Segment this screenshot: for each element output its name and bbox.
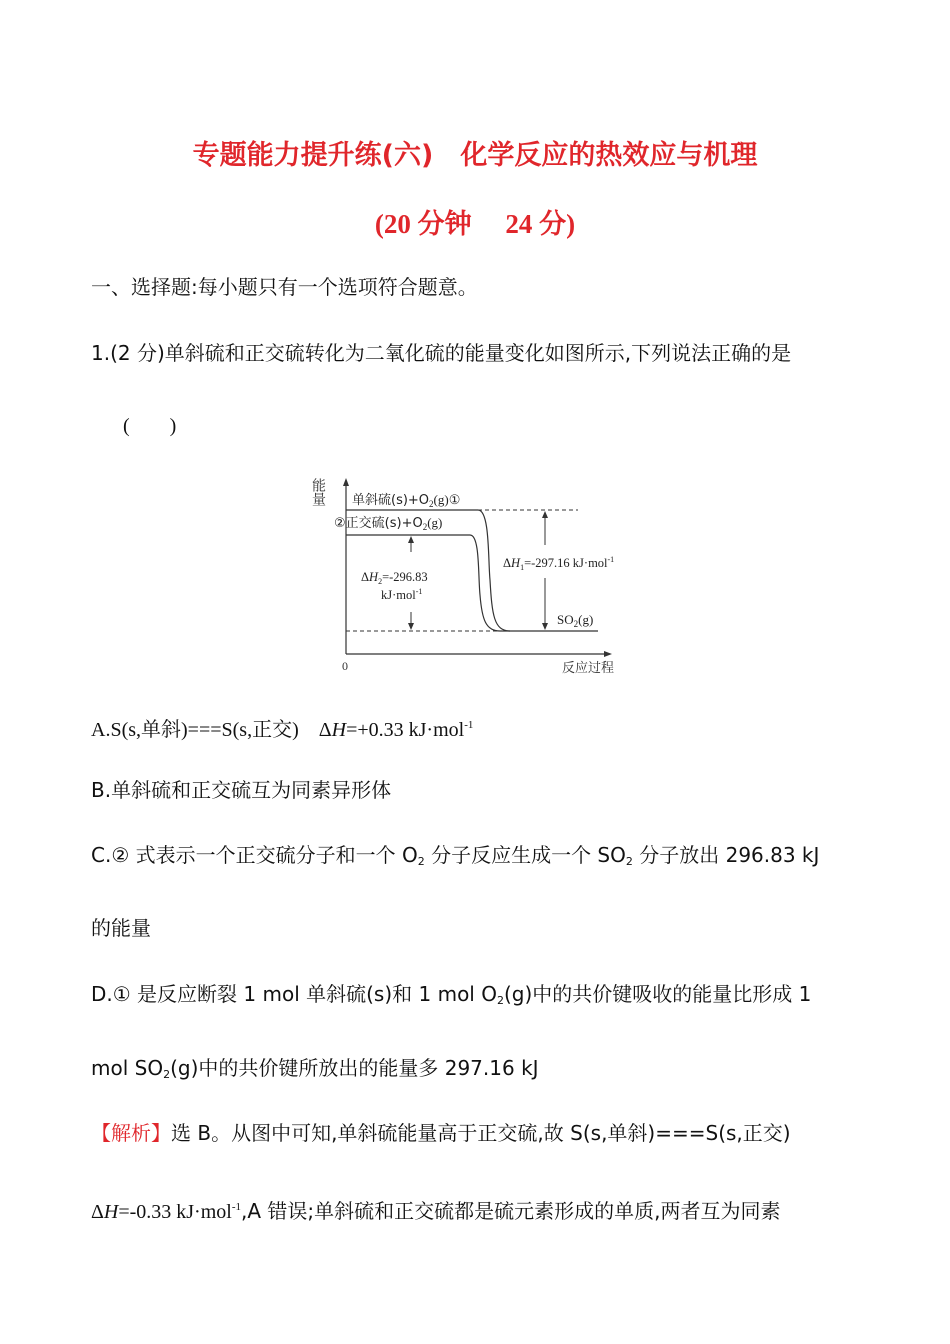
page-subtitle: (20 分钟 24 分) (374, 209, 576, 239)
label-monoclinic: 单斜硫$(s)+O_2(g)①$ (352, 492, 461, 509)
analysis-tag: 【解析】 (91, 1121, 171, 1145)
answer-bracket: ( ) (123, 415, 177, 437)
analysis-line1: 【解析】选 B。从图中可知,单斜硫能量高于正交硫,故 S(s,单斜)===S(s,正交) (91, 1121, 791, 1145)
question-1-stem: 1.(2 分)单斜硫和正交硫转化为二氧化硫的能量变化如图所示,下列说法正确的是 (91, 341, 792, 365)
option-d-line1: D.① 是反应断裂 1 mol 单斜硫(s)和 1 mol $O_2(g)$中的共价键吸收的能量比形成 1 (91, 982, 812, 1007)
option-a: A.S(s,单斜)===S(s,正交) ΔH=+0.33 kJ·mol$^{-1}$ (91, 719, 474, 741)
option-b: B.单斜硫和正交硫互为同素异形体 (91, 778, 392, 802)
option-c-line1: C.② 式表示一个正交硫分子和一个 $O_2$ 分子反应生成一个 $SO_2$ 分子放出 296.83 kJ (91, 843, 820, 868)
x-axis-arrow (604, 651, 612, 657)
x-axis-label: 反应过程 (562, 661, 615, 676)
label-dh1: $\Delta H_1=-297.16$ kJ·mol$^{-1}$ (503, 555, 615, 572)
curve-monoclinic (478, 510, 510, 631)
option-c-line2: 的能量 (91, 916, 151, 940)
option-d-line2: mol $SO_2(g)$中的共价键所放出的能量多 297.16 kJ (91, 1056, 539, 1081)
label-so2: $SO_2(g)$ (557, 612, 594, 629)
section-heading: 一、选择题:每小题只有一个选项符合题意。 (91, 275, 478, 299)
analysis-line2: ΔH=-0.33 kJ·mol$^{-1}$,A 错误;单斜硫和正交硫都是硫元素形成的单质,两者互为同素 (91, 1199, 781, 1223)
label-dh2-unit: kJ·mol$^{-1}$ (381, 587, 423, 602)
y-axis-arrow (343, 478, 349, 486)
y-axis-label: 能量 (310, 478, 326, 506)
label-orthorhombic: ②正交硫$(s)+O_2(g)$ (334, 515, 443, 532)
curve-orthorhombic (470, 535, 500, 631)
page-title: 专题能力提升练(六) 化学反应的热效应与机理 (192, 140, 758, 171)
label-dh2: $\Delta H_2=-296.83$ (361, 570, 428, 586)
origin-label: 0 (342, 659, 348, 673)
